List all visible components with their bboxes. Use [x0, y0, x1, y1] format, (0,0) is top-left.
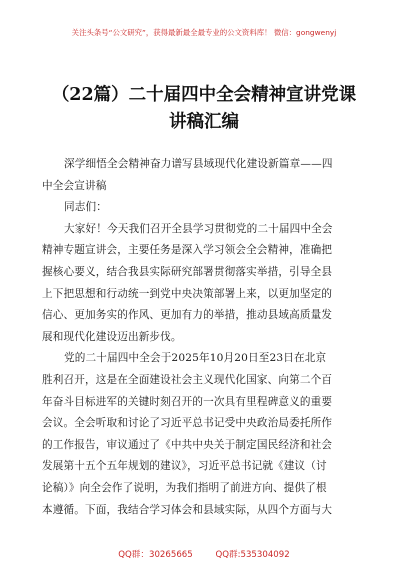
- body-line: 论稿）》向全会作了说明，为我们指明了前进方向、提供了根: [42, 481, 327, 494]
- body-line: 握核心要义，结合我县实际研究部署贯彻落实举措，引导全县: [42, 265, 333, 278]
- body-line: 中全会宣讲稿: [42, 179, 107, 192]
- body-line: 本遵循。下面，我结合学习体会和县域实际，从四个方面与大: [42, 503, 333, 516]
- body-line: 信心、更加务实的作风、更加有力的举措，推动县域高质量发: [42, 309, 333, 322]
- footer-qq-group-2: QQ群:535304092: [215, 550, 290, 560]
- body-line: 的工作报告，审议通过了《中共中央关于制定国民经济和社会: [42, 438, 333, 451]
- header-banner: 关注头条号“公文研究”，获得最新最全最专业的公文资料库！ 微信：gongwenyj: [71, 28, 337, 37]
- body-line: 发展第十五个五年规划的建议》，习近平总书记就《建议（讨: [42, 460, 327, 473]
- body-line: 精神专题宣讲会，主要任务是深入学习领会全会精神，准确把: [42, 244, 333, 257]
- body-line: 党的二十届四中全会于2025年10月20日至23日在北京: [64, 352, 327, 365]
- body-line: 同志们：: [64, 201, 107, 214]
- body-line: 大家好！今天我们召开全县学习贯彻党的二十届四中全会: [64, 222, 333, 235]
- title-line-2: 讲稿汇编: [169, 112, 239, 132]
- document-title: [40, 82, 368, 136]
- body-line: 深学细悟全会精神奋力谱写县域现代化建设新篇章——四: [64, 158, 333, 170]
- body-line: 展和现代化建设迈出新步伐。: [42, 330, 182, 343]
- body-line: 会议。全会听取和讨论了习近平总书记受中央政治局委托所作: [42, 417, 333, 430]
- document-body: [42, 154, 368, 521]
- title-line-1: （22篇）二十届四中全会精神宣讲党课: [51, 85, 357, 105]
- body-line: 年奋斗目标进军的关键时刻召开的一次具有里程碑意义的重要: [42, 395, 333, 408]
- footer-contact: [0, 548, 408, 560]
- body-line: 胜利召开，这是在全面建设社会主义现代化国家、向第二个百: [42, 373, 333, 386]
- footer-qq-group-1: QQ群：30265665: [118, 550, 193, 560]
- body-line: 上下把思想和行动统一到党中央决策部署上来，以更加坚定的: [42, 287, 333, 300]
